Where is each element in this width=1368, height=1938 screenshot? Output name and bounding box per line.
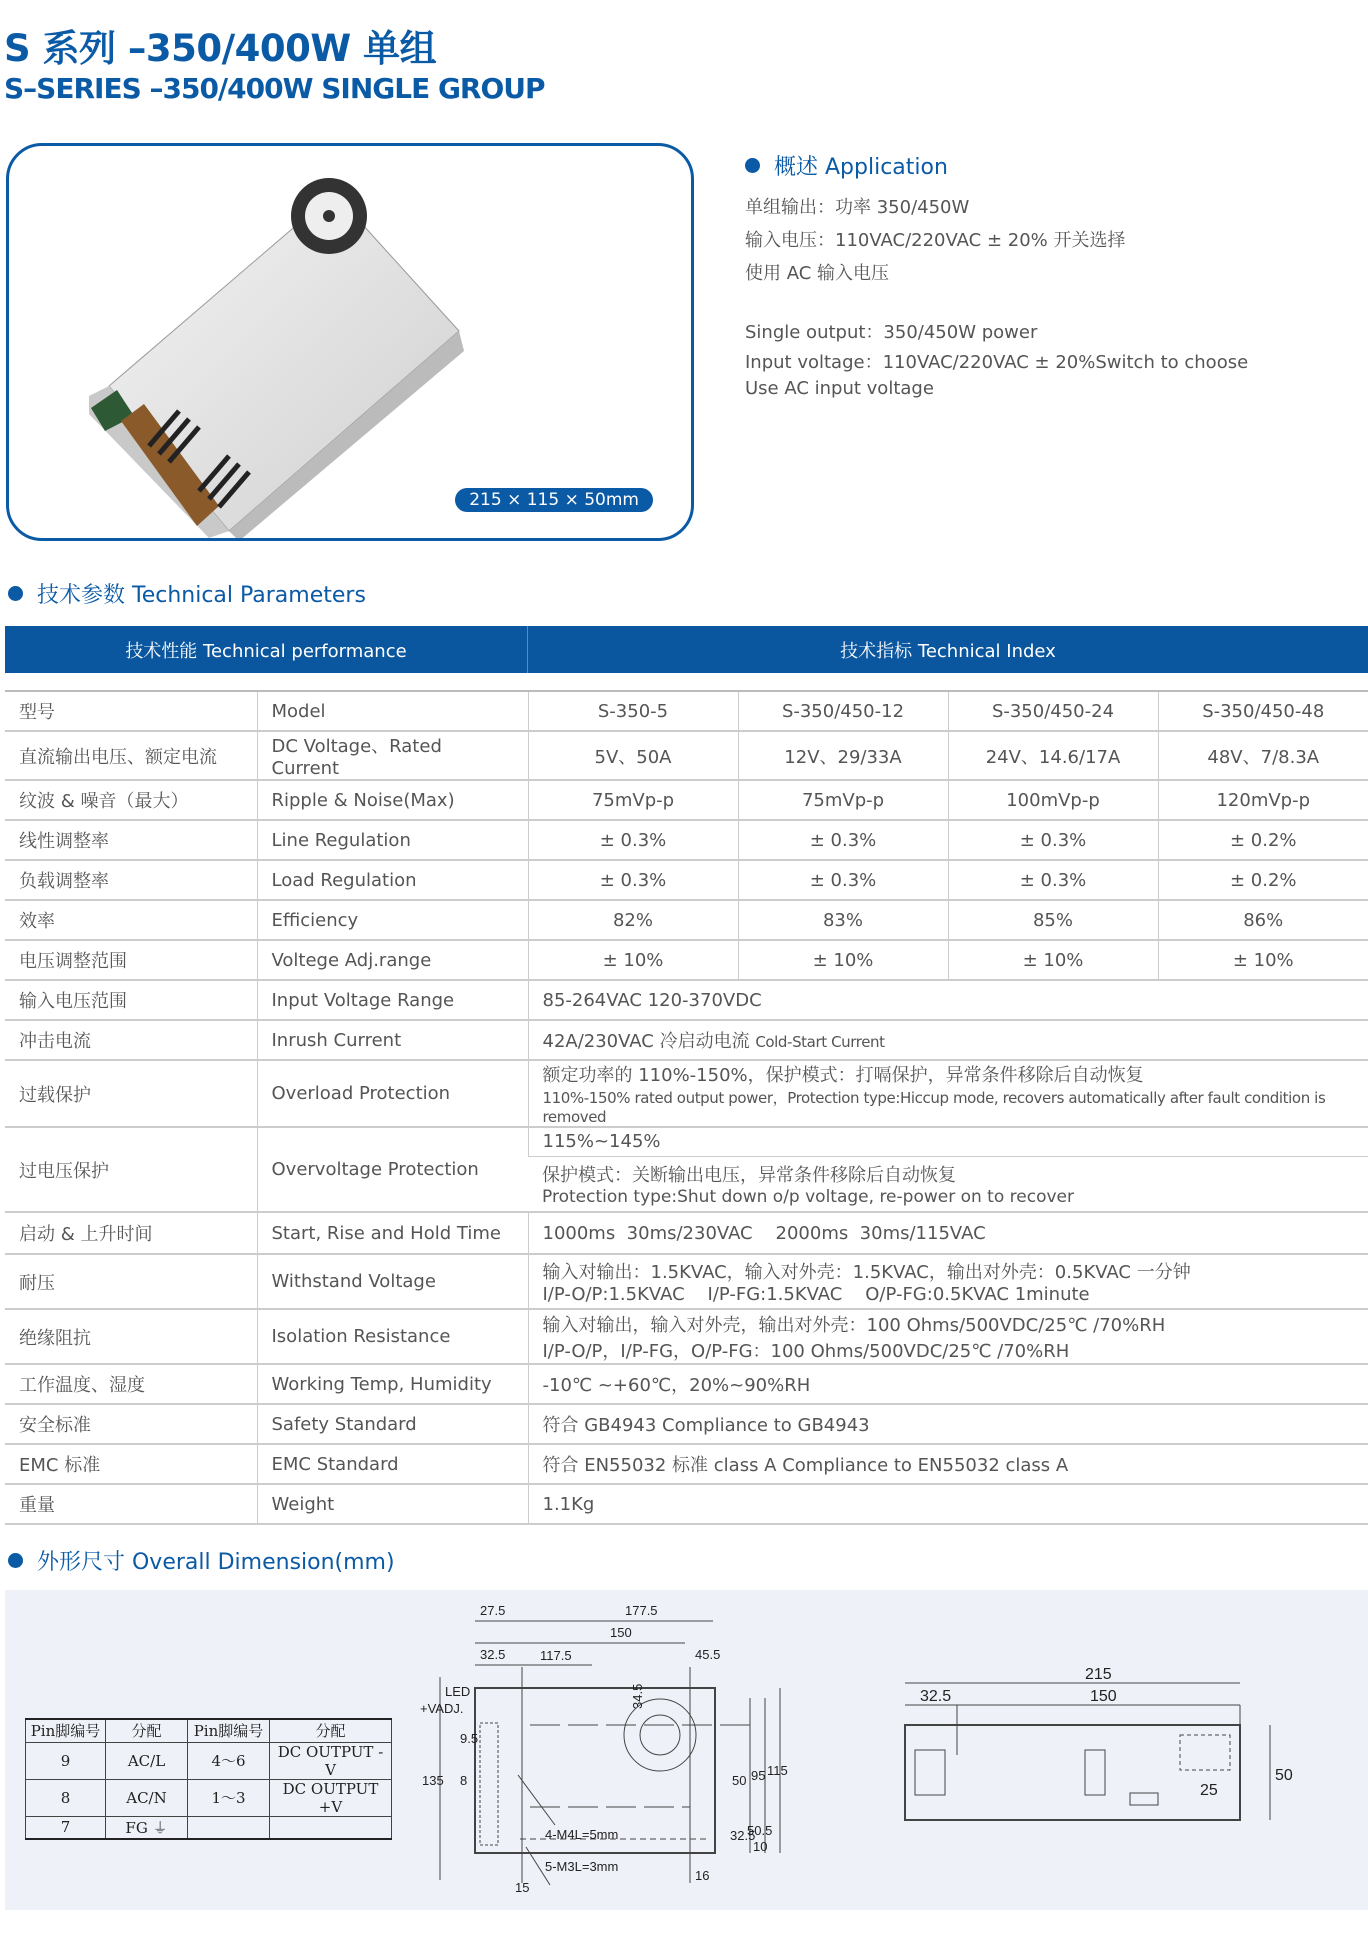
row-label-cn: 直流输出电压、额定电流 <box>5 731 257 780</box>
dim-label: 16 <box>695 1868 710 1883</box>
row-label-cn: 工作温度、湿度 <box>5 1364 257 1404</box>
row-label-en: Efficiency <box>257 900 528 940</box>
row-value: ± 0.2% <box>1158 860 1368 900</box>
row-label-en: Weight <box>257 1484 528 1524</box>
row-label-en: EMC Standard <box>257 1444 528 1484</box>
row-label-en: Working Temp, Humidity <box>257 1364 528 1404</box>
overvoltage-en: Protection type:Shut down o/p voltage, re-power on to recover <box>542 1186 1074 1207</box>
row-label-en: Start, Rise and Hold Time <box>257 1212 528 1254</box>
row-value: ± 10% <box>528 940 738 980</box>
bullet-icon <box>8 586 23 601</box>
row-value: S-350-5 <box>528 691 738 731</box>
row-label-cn: 重量 <box>5 1484 257 1524</box>
row-label-cn: 启动 & 上升时间 <box>5 1212 257 1254</box>
table-row <box>5 1060 1368 1127</box>
dim-label: 50 <box>1275 1767 1293 1784</box>
row-value: ± 0.3% <box>948 820 1158 860</box>
row-value: -10℃ ~+60℃，20%~90%RH <box>528 1364 1368 1404</box>
dim-label: 135 <box>422 1773 444 1788</box>
row-label-cn: 电压调整范围 <box>5 940 257 980</box>
side-view-drawing <box>900 1665 1340 1835</box>
table-row <box>5 1212 1368 1254</box>
row-label-cn: 绝缘阻抗 <box>5 1309 257 1364</box>
pin-header: 分配 <box>106 1719 188 1742</box>
dim-label: 150 <box>610 1625 632 1640</box>
table-row <box>5 1364 1368 1404</box>
row-label-cn: 过电压保护 <box>5 1127 257 1212</box>
pin-header: 分配 <box>270 1719 392 1742</box>
params-heading-text: 技术参数 Technical Parameters <box>37 583 366 608</box>
header-performance: 技术性能 Technical performance <box>5 626 528 673</box>
pin-cell: 7 <box>26 1816 106 1839</box>
pin-cell: 1～3 <box>188 1779 270 1816</box>
app-line-en: Use AC input voltage <box>745 378 934 399</box>
isolation-en: I/P-O/P，I/P-FG，O/P-FG：100 Ohms/500VDC/25℃ /70%RH <box>542 1340 1070 1362</box>
row-value: 82% <box>528 900 738 940</box>
row-label-cn: 安全标准 <box>5 1404 257 1444</box>
row-value: 85-264VAC 120-370VDC <box>528 980 1368 1020</box>
application-heading <box>745 150 948 181</box>
pin-cell: FG ⏚ <box>106 1816 188 1839</box>
table-row <box>5 1127 1368 1156</box>
table-row <box>5 1404 1368 1444</box>
dim-label: 45.5 <box>695 1647 721 1662</box>
dim-label: +VADJ. <box>420 1701 464 1716</box>
overvoltage-cn: 保护模式：关断输出电压，异常条件移除后自动恢复 <box>542 1164 956 1186</box>
row-value: 24V、14.6/17A <box>948 731 1158 780</box>
row-value <box>528 1060 1368 1127</box>
row-label-en: Overvoltage Protection <box>257 1127 528 1212</box>
dim-label: 5-M3L=3mm <box>545 1859 619 1874</box>
pin-cell: DC OUTPUT +V <box>270 1779 392 1816</box>
row-value: ± 0.3% <box>528 820 738 860</box>
row-label-en: Withstand Voltage <box>257 1254 528 1309</box>
dim-label: 32.5 <box>730 1828 756 1843</box>
row-label-en: Voltege Adj.range <box>257 940 528 980</box>
dim-label: 32.5 <box>480 1647 506 1662</box>
row-label-cn: 冲击电流 <box>5 1020 257 1060</box>
row-value: S-350/450-24 <box>948 691 1158 731</box>
row-value: 符合 EN55032 标准 class A Compliance to EN55032 class A <box>528 1444 1368 1484</box>
bullet-icon <box>8 1553 23 1568</box>
dim-label: 117.5 <box>540 1648 572 1663</box>
row-value: 5V、50A <box>528 731 738 780</box>
table-row <box>5 820 1368 860</box>
dim-label: 32.5 <box>920 1688 952 1705</box>
row-label-en: Line Regulation <box>257 820 528 860</box>
header-index: 技术指标 Technical Index <box>840 640 1056 662</box>
withstand-cn: 输入对输出：1.5KVAC，输入对外壳：1.5KVAC，输出对外壳：0.5KVAC 一分钟 <box>542 1262 1191 1283</box>
overload-cn: 额定功率的 110%-150%，保护模式：打嗝保护，异常条件移除后自动恢复 <box>542 1065 1144 1086</box>
row-label-cn: 纹波 & 噪音（最大） <box>5 780 257 820</box>
table-row <box>5 1444 1368 1484</box>
table-row <box>5 1309 1368 1364</box>
app-line-cn: 单组输出：功率 350/450W <box>745 197 970 218</box>
row-value: ± 0.3% <box>528 860 738 900</box>
row-value: 86% <box>1158 900 1368 940</box>
row-value: ± 0.3% <box>738 860 948 900</box>
params-table-header <box>5 626 1368 673</box>
row-value <box>528 1254 1368 1309</box>
dim-label: 50 <box>732 1773 747 1788</box>
row-value: 115%~145% <box>528 1127 1368 1156</box>
dim-label: 177.5 <box>625 1603 658 1618</box>
pin-cell: 4～6 <box>188 1742 270 1779</box>
row-value: S-350/450-12 <box>738 691 948 731</box>
dim-label: 25 <box>1200 1782 1218 1799</box>
isolation-cn: 输入对输出，输入对外壳，输出对外壳：100 Ohms/500VDC/25℃ /70%RH <box>542 1314 1166 1336</box>
bullet-icon <box>745 158 760 173</box>
row-label-en: Ripple & Noise(Max) <box>257 780 528 820</box>
dim-label: 10 <box>753 1839 768 1854</box>
row-value: ± 10% <box>1158 940 1368 980</box>
row-value: 100mVp-p <box>948 780 1158 820</box>
application-heading-text: 概述 Application <box>774 155 948 180</box>
dim-label: 95 <box>751 1768 766 1783</box>
row-value: 12V、29/33A <box>738 731 948 780</box>
row-value: 75mVp-p <box>528 780 738 820</box>
pin-cell: DC OUTPUT -V <box>270 1742 392 1779</box>
inrush-note: Cold-Start Current <box>755 1033 885 1051</box>
pin-cell <box>188 1816 270 1839</box>
row-label-en: Inrush Current <box>257 1020 528 1060</box>
dim-label: 9.5 <box>460 1731 479 1746</box>
row-label-cn: 过载保护 <box>5 1060 257 1127</box>
params-heading <box>8 578 366 609</box>
row-label-en: Input Voltage Range <box>257 980 528 1020</box>
row-value: ± 0.3% <box>738 820 948 860</box>
table-row <box>5 980 1368 1020</box>
pin-table <box>25 1718 392 1840</box>
inrush-value: 42A/230VAC 冷启动电流 <box>542 1031 756 1052</box>
table-row <box>5 731 1368 780</box>
dim-label: 215 <box>1085 1666 1112 1683</box>
dim-label: 4-M4L=5mm <box>545 1827 619 1842</box>
row-label-en: Overload Protection <box>257 1060 528 1127</box>
pin-header: Pin脚编号 <box>26 1719 106 1742</box>
row-value <box>528 1020 1368 1060</box>
row-label-cn: EMC 标准 <box>5 1444 257 1484</box>
row-value: ± 0.3% <box>948 860 1158 900</box>
row-value: 1000ms 30ms/230VAC 2000ms 30ms/115VAC <box>528 1212 1368 1254</box>
dim-label: 50.5 <box>747 1823 773 1838</box>
dim-label: 34.5 <box>630 1683 645 1709</box>
page-title-en: S–SERIES –350/400W SINGLE GROUP <box>4 72 545 105</box>
table-row <box>5 1020 1368 1060</box>
app-line-en: Input voltage：110VAC/220VAC ± 20%Switch to choose <box>745 352 1249 373</box>
row-value: ± 0.2% <box>1158 820 1368 860</box>
params-table <box>5 690 1368 1525</box>
row-label-cn: 负载调整率 <box>5 860 257 900</box>
power-supply-image <box>9 146 691 538</box>
table-row <box>5 860 1368 900</box>
row-label-en: Safety Standard <box>257 1404 528 1444</box>
pin-cell: 9 <box>26 1742 106 1779</box>
table-row <box>5 900 1368 940</box>
row-value: 120mVp-p <box>1158 780 1368 820</box>
row-label-en: Model <box>257 691 528 731</box>
row-label-cn: 型号 <box>5 691 257 731</box>
table-row <box>5 1484 1368 1524</box>
row-label-cn: 输入电压范围 <box>5 980 257 1020</box>
row-label-en: Load Regulation <box>257 860 528 900</box>
row-value: 83% <box>738 900 948 940</box>
size-badge: 215 × 115 × 50mm <box>455 488 653 512</box>
pin-cell <box>270 1816 392 1839</box>
row-value <box>528 1309 1368 1364</box>
pin-cell: AC/L <box>106 1742 188 1779</box>
top-view-drawing <box>420 1595 890 1895</box>
dim-label: 150 <box>1090 1688 1117 1705</box>
dim-label: 27.5 <box>480 1603 506 1618</box>
table-row <box>5 691 1368 731</box>
dim-label: LED <box>445 1684 471 1699</box>
product-image-frame <box>6 143 694 541</box>
row-value: ± 10% <box>948 940 1158 980</box>
row-value: 1.1Kg <box>528 1484 1368 1524</box>
row-value: S-350/450-48 <box>1158 691 1368 731</box>
dim-label: 8 <box>460 1773 468 1788</box>
row-label-cn: 效率 <box>5 900 257 940</box>
overload-en: 110%-150% rated output power，Protection type:Hiccup mode, recovers automatically after fault condition is removed <box>542 1089 1326 1126</box>
table-row <box>5 940 1368 980</box>
row-label-cn: 耐压 <box>5 1254 257 1309</box>
app-line-cn: 使用 AC 输入电压 <box>745 263 890 284</box>
dimension-heading-text: 外形尺寸 Overall Dimension(mm) <box>37 1550 395 1575</box>
row-label-en: DC Voltage、Rated Current <box>257 731 528 780</box>
table-row <box>5 780 1368 820</box>
row-label-cn: 线性调整率 <box>5 820 257 860</box>
page-title-cn: S 系列 –350/400W 单组 <box>4 27 437 70</box>
dim-label: 115 <box>767 1763 788 1778</box>
table-row <box>5 1254 1368 1309</box>
row-value <box>528 1156 1368 1212</box>
pin-cell: 8 <box>26 1779 106 1816</box>
withstand-en: I/P-O/P:1.5KVAC I/P-FG:1.5KVAC O/P-FG:0.5KVAC 1minute <box>542 1284 1090 1305</box>
row-value: 符合 GB4943 Compliance to GB4943 <box>528 1404 1368 1444</box>
row-value: 48V、7/8.3A <box>1158 731 1368 780</box>
row-label-en: Isolation Resistance <box>257 1309 528 1364</box>
pin-cell: AC/N <box>106 1779 188 1816</box>
dim-label: 15 <box>515 1880 530 1895</box>
row-value: 85% <box>948 900 1158 940</box>
row-value: ± 10% <box>738 940 948 980</box>
dimension-heading <box>8 1545 395 1576</box>
app-line-en: Single output：350/450W power <box>745 322 1038 343</box>
row-value: 75mVp-p <box>738 780 948 820</box>
pin-header: Pin脚编号 <box>188 1719 270 1742</box>
app-line-cn: 输入电压：110VAC/220VAC ± 20% 开关选择 <box>745 230 1126 251</box>
